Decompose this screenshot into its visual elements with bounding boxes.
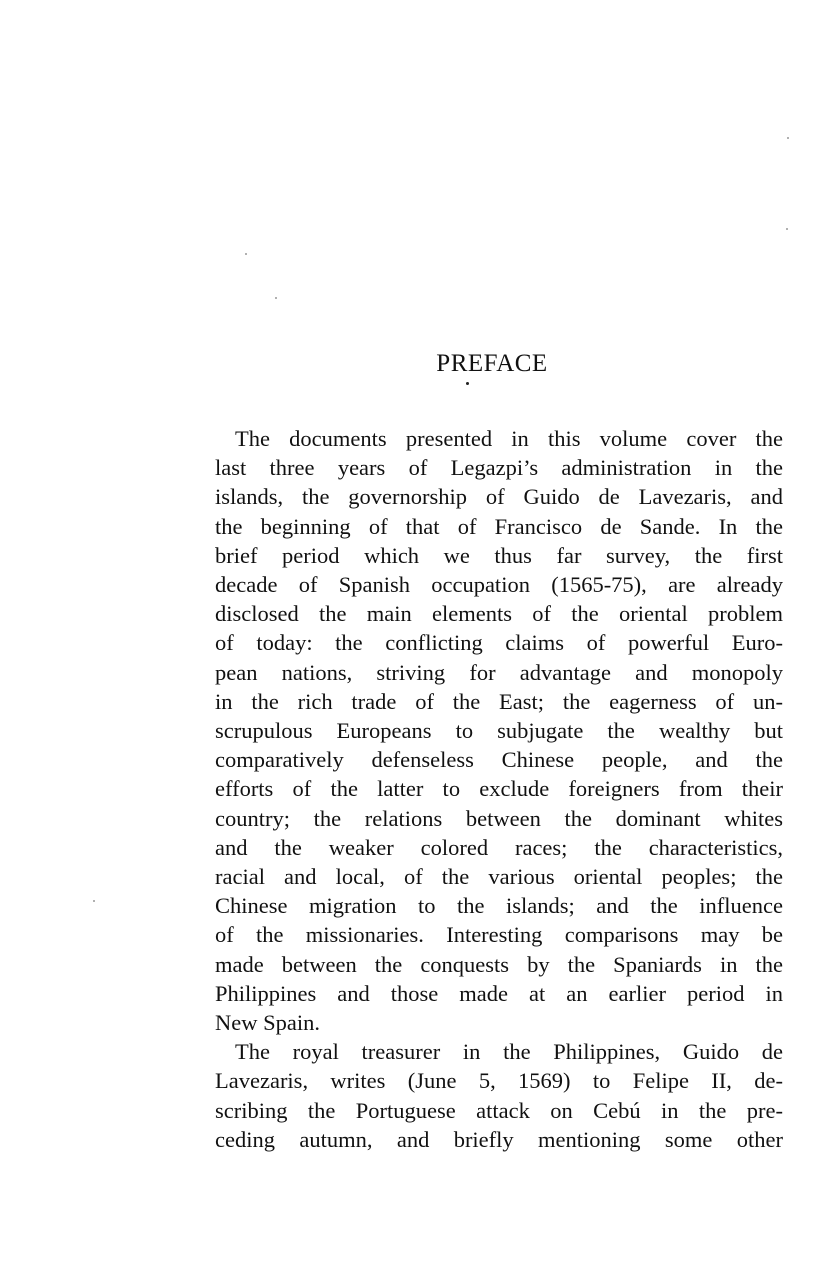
paragraph-1-line-21: New Spain. (215, 1010, 320, 1036)
scan-speck (93, 900, 95, 902)
paragraph-1-line-19: made between the conquests by the Spaniards in the (215, 951, 783, 977)
paragraph-1-line-3: islands, the governorship of Guido de Lavezaris, and (215, 484, 783, 510)
paragraph-1-line-8: of today: the conflicting claims of powerful Euro- (215, 630, 783, 656)
scan-speck (275, 297, 277, 299)
paragraph-1-line-7: disclosed the main elements of the oriental problem (215, 601, 783, 627)
paragraph-2-line-4: ceding autumn, and briefly mentioning some other (215, 1126, 783, 1152)
paragraph-1-line-6: decade of Spanish occupation (1565-75), are already (215, 572, 783, 598)
body-text (215, 424, 783, 1154)
paragraph-1-line-2: last three years of Legazpi’s administration in the (215, 455, 783, 481)
paragraph-1-line-4: the beginning of that of Francisco de Sande. In the (215, 513, 783, 539)
paragraph-1-line-17: Chinese migration to the islands; and the influence (215, 893, 783, 919)
paragraph-1-line-20: Philippines and those made at an earlier period in (215, 980, 783, 1006)
paragraph-1-line-16: racial and local, of the various oriental peoples; the (215, 864, 783, 890)
paragraph-1-line-13: efforts of the latter to exclude foreigners from their (215, 776, 783, 802)
scan-speck (786, 228, 788, 230)
paragraph-1-line-10: in the rich trade of the East; the eagerness of un- (215, 688, 783, 714)
scan-speck (787, 137, 789, 139)
paragraph-1-line-15: and the weaker colored races; the characteristics, (215, 834, 783, 860)
paragraph-1-line-9: pean nations, striving for advantage and monopoly (215, 659, 783, 685)
page-title: PREFACE (436, 350, 548, 377)
scan-speck (245, 253, 247, 255)
paragraph-1-line-14: country; the relations between the dominant whites (215, 805, 783, 831)
paragraph-1-line-5: brief period which we thus far survey, the first (215, 542, 783, 568)
paragraph-1-line-12: comparatively defenseless Chinese people, and the (215, 747, 783, 773)
paragraph-2-line-2: Lavezaris, writes (June 5, 1569) to Felipe II, de- (215, 1068, 783, 1094)
paragraph-1-line-11: scrupulous Europeans to subjugate the wealthy but (215, 718, 783, 744)
title-ornament-dot (466, 382, 469, 385)
paragraph-2-line-1: The royal treasurer in the Philippines, Guido de (235, 1039, 783, 1065)
paragraph-1-line-18: of the missionaries. Interesting comparisons may be (215, 922, 783, 948)
paragraph-2-line-3: scribing the Portuguese attack on Cebú in the pre- (215, 1097, 783, 1123)
paragraph-1-line-1: The documents presented in this volume cover the (235, 426, 783, 451)
